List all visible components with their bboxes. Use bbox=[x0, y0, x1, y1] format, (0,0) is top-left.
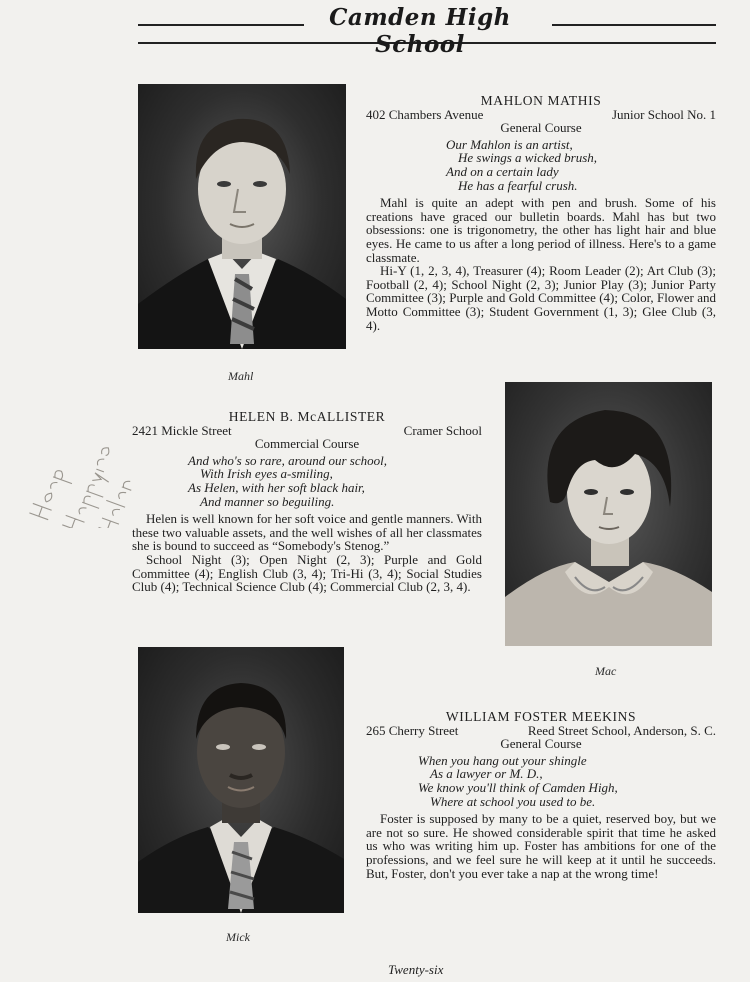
poem-line: And manner so beguiling. bbox=[200, 493, 335, 509]
poem-line: As Helen, with her soft black hair, bbox=[188, 479, 365, 495]
student-poem bbox=[366, 138, 716, 192]
student-activities: Hi-Y (1, 2, 3, 4), Treasurer (4); Room Leader (2); Art Club (3); Football (2, 4); School Night (2, 3); Junior Play (3); Junior Party Committee (3); Purple and Gold Committee (4); Color, Flower and Motto Committee (3); Student Government (1, 3); Glee Club (3, 4). bbox=[366, 263, 716, 333]
student-poem bbox=[132, 454, 482, 508]
student-address: 402 Chambers Avenue bbox=[366, 106, 484, 122]
poem-line: Our Mahlon is an artist, bbox=[446, 136, 573, 152]
entry-mahlon-mathis bbox=[366, 94, 716, 332]
entry-helen-mcallister bbox=[132, 410, 482, 594]
poem-line: With Irish eyes a-smiling, bbox=[200, 466, 333, 482]
student-bio: Mahl is quite an adept with pen and brush. Some of his creations have graced our bulletin boards. Mahl has but two obsessions: one is trigonometry, the other has light hair and blue eyes. He came to us after a long period of illness. Here's to a game classmate. bbox=[366, 195, 716, 265]
student-course: General Course bbox=[500, 736, 582, 752]
poem-line: We know you'll think of Camden High, bbox=[418, 779, 618, 795]
student-poem bbox=[366, 754, 716, 808]
entry-william-meekins bbox=[366, 710, 716, 880]
page-header-title: Camden High School bbox=[329, 4, 511, 58]
student-bio: Foster is supposed by many to be a quiet, reserved boy, but we are not so sure. He showed considerable spirit that time he asked us who was writing him up. Foster has ambitions for one of the professions, and we feel sure he will keep at it until he succeeds. But, Foster, don't you ever take a nap at the wrong time! bbox=[366, 811, 716, 881]
student-prior-school: Reed Street School, Anderson, S. C. bbox=[527, 722, 716, 738]
page-number: Twenty-six bbox=[388, 962, 444, 977]
header-rule-right bbox=[552, 24, 716, 26]
student-bio: Helen is well known for her soft voice and gentle manners. With these two valuable assets, and the well wishes of all her classmates she is bound to succeed as “Somebody's Stenog.” bbox=[132, 511, 482, 554]
portrait-photo-mahlon bbox=[138, 84, 346, 349]
caption-mahl: Mahl bbox=[228, 369, 254, 383]
student-prior-school: Cramer School bbox=[403, 422, 482, 438]
poem-line: Where at school you used to be. bbox=[430, 793, 596, 809]
portrait-photo-helen bbox=[505, 382, 712, 646]
student-name: MAHLON MATHIS bbox=[480, 93, 602, 108]
student-name: WILLIAM FOSTER MEEKINS bbox=[445, 709, 637, 724]
student-address: 265 Cherry Street bbox=[366, 722, 459, 738]
caption-mac: Mac bbox=[595, 664, 617, 678]
header-rule-left bbox=[138, 24, 304, 26]
student-course: Commercial Course bbox=[254, 436, 360, 452]
poem-line: And on a certain lady bbox=[446, 163, 559, 179]
student-name: HELEN B. McALLISTER bbox=[228, 409, 386, 424]
student-address: 2421 Mickle Street bbox=[132, 422, 232, 438]
student-course: General Course bbox=[500, 120, 582, 136]
poem-line: He has a fearful crush. bbox=[458, 177, 578, 193]
student-prior-school: Junior School No. 1 bbox=[612, 106, 716, 122]
poem-line: He swings a wicked brush, bbox=[458, 150, 598, 166]
handwritten-autograph bbox=[2, 408, 132, 528]
poem-line: When you hang out your shingle bbox=[418, 752, 587, 768]
portrait-photo-william bbox=[138, 647, 344, 913]
poem-line: As a lawyer or M. D., bbox=[430, 766, 543, 782]
poem-line: And who's so rare, around our school, bbox=[188, 452, 387, 468]
student-activities: School Night (3); Open Night (2, 3); Purple and Gold Committee (4); English Club (3, 4); Tri-Hi (3, 4); Social Studies Club (4); Technical Science Club (4); Commercial Club (2, 3, 4). bbox=[132, 551, 482, 595]
caption-mick: Mick bbox=[226, 930, 250, 944]
